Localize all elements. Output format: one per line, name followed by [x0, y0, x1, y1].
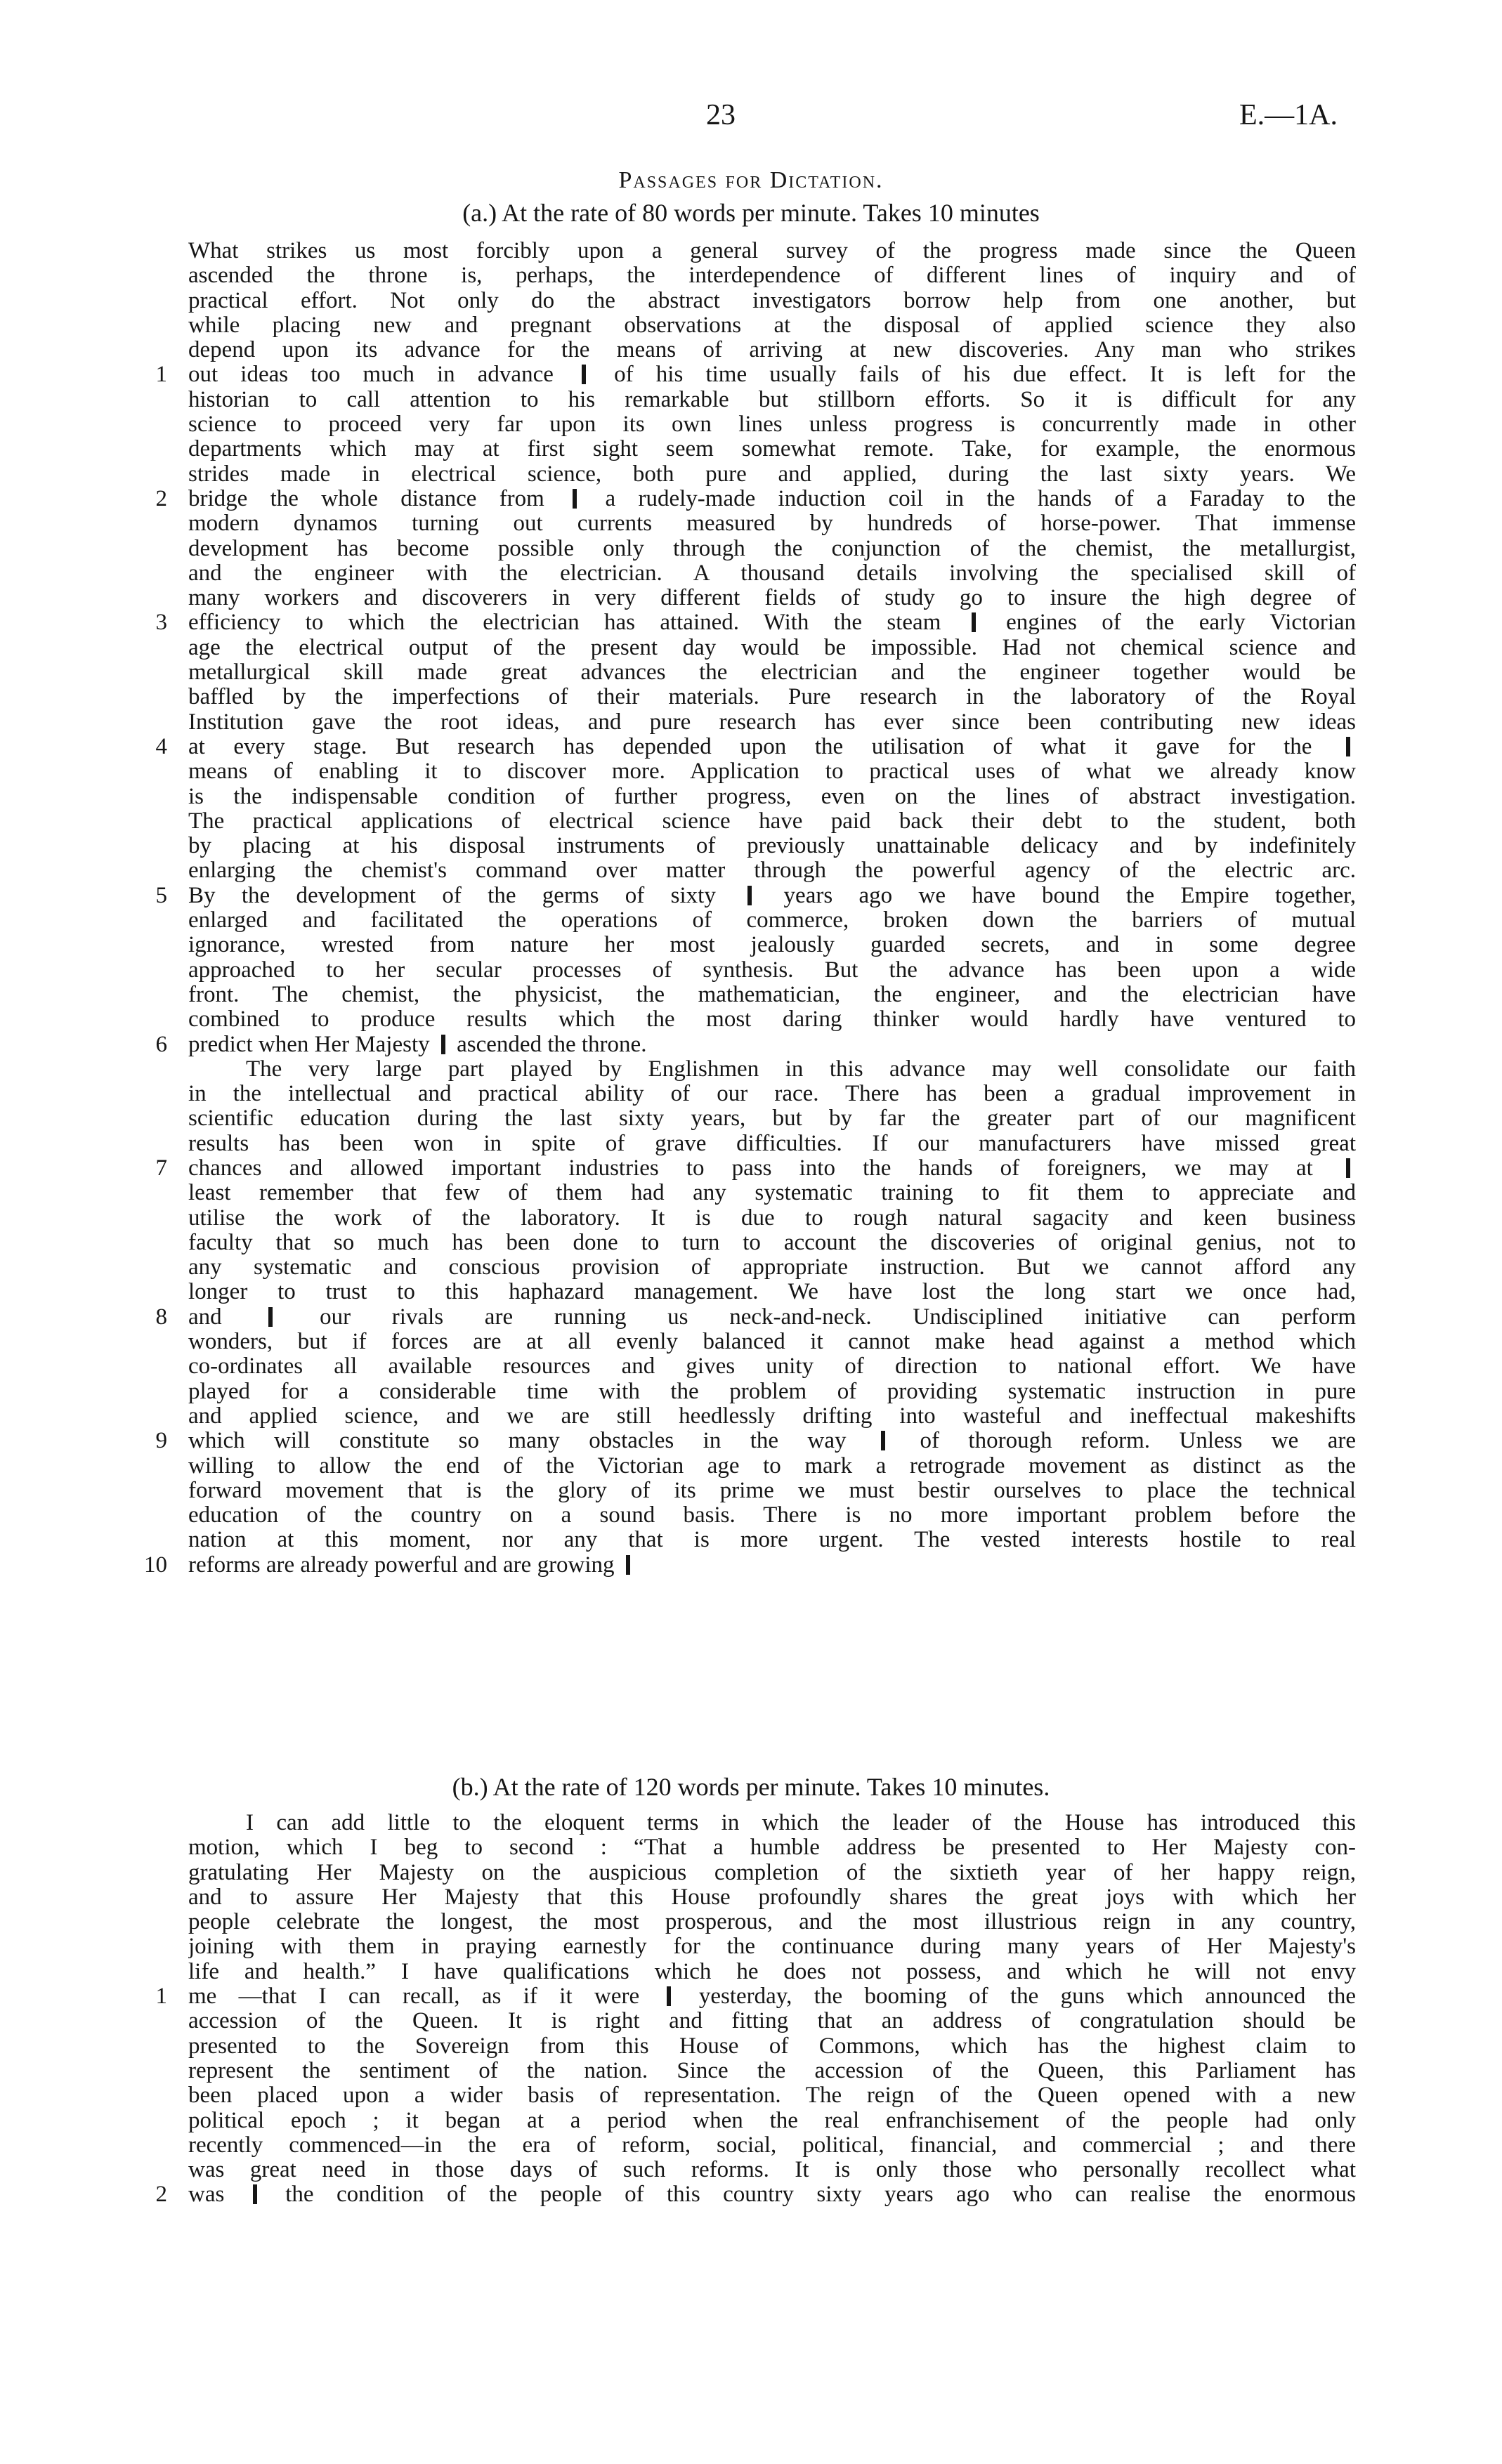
text-line — [0, 1811, 1502, 1835]
text-line — [0, 610, 1502, 635]
line-text — [188, 785, 1356, 809]
line-text-part: metallurgical skill made great advances the electrician and the engineer together would be — [188, 660, 1356, 686]
text-line — [0, 1305, 1502, 1330]
line-text-part: yesterday, the booming of the guns which announced the — [698, 1984, 1356, 2010]
text-line — [0, 636, 1502, 660]
line-text — [188, 1007, 1356, 1032]
text-line — [0, 362, 1502, 387]
text-line — [0, 685, 1502, 709]
line-marker-number: 8 — [155, 1304, 167, 1330]
line-text — [188, 412, 1356, 437]
text-line — [0, 809, 1502, 834]
line-text — [188, 1354, 1356, 1379]
line-text-part: years ago we have bound the Empire together, — [783, 883, 1356, 908]
line-marker-number: 1 — [155, 1984, 167, 2010]
text-line — [0, 239, 1502, 263]
text-line — [0, 1885, 1502, 1910]
line-text-part: strides made in electrical science, both pure and applied, during the last sixty years. We — [188, 461, 1356, 487]
line-text-part: least remember that few of them had any systematic training to fit them to appreciate and — [188, 1181, 1356, 1206]
text-line — [0, 1033, 1502, 1057]
text-line — [0, 2109, 1502, 2133]
line-text — [188, 2158, 1356, 2182]
text-line — [0, 263, 1502, 288]
passage-a — [0, 239, 1502, 1578]
line-text — [188, 338, 1356, 362]
line-text-part: combined to produce results which the most daring thinker would hardly have ventured to — [188, 1007, 1356, 1033]
text-line — [0, 2133, 1502, 2158]
line-text — [188, 1934, 1356, 1959]
text-line — [0, 1984, 1502, 2009]
text-line — [0, 1280, 1502, 1304]
line-text-part: wonders, but if forces are at all evenly balanced it cannot make head against a method which — [188, 1330, 1356, 1355]
line-text — [188, 983, 1356, 1007]
timing-bar-mark — [573, 489, 577, 509]
line-text — [188, 1984, 1356, 2009]
line-text-part: and applied science, and we are still heedlessly drifting into wasteful and ineffectual makeshifts — [188, 1403, 1356, 1429]
line-text-part: ignorance, wrested from nature her most jealously guarded secrets, and in some degree — [188, 933, 1356, 958]
line-text-part: of his time usually fails of his due effect. It is left for the — [614, 362, 1356, 388]
passage-b — [0, 1811, 1502, 2208]
text-line — [0, 660, 1502, 685]
line-text — [188, 1106, 1356, 1131]
line-text-part: me —that I can recall, as if it were — [188, 1984, 640, 2010]
line-text — [188, 362, 1356, 387]
text-line — [0, 2158, 1502, 2182]
line-text-part: joining with them in praying earnestly for the continuance during many years of Her Majesty's — [188, 1934, 1356, 1960]
line-text-part: played for a considerable time with the problem of providing systematic instruction in pure — [188, 1379, 1356, 1404]
line-text-part: and the engineer with the electrician. A thousand details involving the specialised skill of — [188, 561, 1356, 586]
line-text-part: faculty that so much has been done to turn to account the discoveries of original genius, not to — [188, 1230, 1356, 1255]
timing-bar-mark — [881, 1431, 885, 1450]
text-line — [0, 2083, 1502, 2108]
line-text-part: By the development of the germs of sixty — [188, 883, 716, 908]
text-line — [0, 834, 1502, 858]
line-text — [188, 1231, 1356, 1255]
text-line — [0, 313, 1502, 338]
line-text — [188, 1910, 1356, 1934]
line-marker-number: 2 — [155, 2182, 167, 2208]
line-text-part: gratulating Her Majesty on the auspicious completion of the sixtieth year of her happy reign, — [188, 1860, 1356, 1885]
page-number: 23 — [706, 99, 736, 131]
line-text — [188, 908, 1356, 933]
line-text — [188, 1181, 1356, 1205]
line-text-part: results has been won in spite of grave difficulties. If our manufacturers have missed great — [188, 1131, 1356, 1156]
line-text — [246, 1811, 1356, 1835]
text-line — [0, 1934, 1502, 1959]
line-text — [188, 1835, 1356, 1860]
text-line — [0, 710, 1502, 735]
line-text — [188, 1280, 1356, 1304]
line-text — [188, 884, 1356, 908]
line-text — [188, 263, 1356, 288]
line-text — [188, 1553, 1356, 1578]
line-text-part: in the intellectual and practical ability of our race. There has been a gradual improvement in — [188, 1082, 1356, 1107]
line-text — [188, 1454, 1356, 1479]
line-text — [188, 1380, 1356, 1404]
line-text — [188, 1255, 1356, 1280]
line-text — [188, 1960, 1356, 1984]
line-text-part: Institution gave the root ideas, and pure research has ever since been contributing new ideas — [188, 709, 1356, 735]
text-line — [0, 1380, 1502, 1404]
section-title: Passages for Dictation. — [618, 167, 884, 193]
text-line — [0, 511, 1502, 536]
line-marker-number: 9 — [155, 1428, 167, 1454]
text-line — [0, 1835, 1502, 1860]
line-text-part: modern dynamos turning out currents measured by hundreds of horse-power. That immense — [188, 511, 1356, 537]
line-text — [188, 610, 1356, 635]
line-text — [188, 834, 1356, 858]
line-text — [188, 388, 1356, 412]
line-text — [188, 1082, 1356, 1106]
line-text — [188, 660, 1356, 685]
line-text — [188, 313, 1356, 338]
line-text-part: depend upon its advance for the means of arriving at new discoveries. Any man who strikes — [188, 338, 1356, 363]
text-line — [0, 462, 1502, 487]
line-text — [188, 1479, 1356, 1503]
text-line — [0, 933, 1502, 957]
line-marker-number: 1 — [155, 362, 167, 388]
text-line — [0, 289, 1502, 313]
line-marker-number: 3 — [155, 610, 167, 636]
line-text-part: motion, which I beg to second : “That a humble address be presented to Her Majesty con- — [188, 1835, 1356, 1861]
line-text — [188, 809, 1356, 834]
line-text-part: political epoch ; it began at a period when the real enfranchisement of the people had only — [188, 2108, 1356, 2133]
line-text-part: willing to allow the end of the Victorian age to mark a retrograde movement as distinct as the — [188, 1453, 1356, 1479]
text-line — [0, 1479, 1502, 1503]
line-text — [188, 1132, 1356, 1156]
text-line — [0, 437, 1502, 461]
line-text-part: efficiency to which the electrician has attained. With the steam — [188, 610, 941, 636]
line-text-part: which will constitute so many obstacles in the way — [188, 1429, 847, 1454]
line-text — [188, 958, 1356, 983]
line-text — [188, 685, 1356, 709]
line-text-part: the condition of the people of this country sixty years ago who can realise the enormous — [285, 2182, 1356, 2208]
line-text-part: was great need in those days of such reforms. It is only those who personally recollect what — [188, 2158, 1356, 2183]
text-line — [0, 1007, 1502, 1032]
line-text — [188, 1503, 1356, 1528]
line-text-part: bridge the whole distance from — [188, 486, 544, 511]
text-line — [0, 1231, 1502, 1255]
line-text-part: people celebrate the longest, the most prosperous, and the most illustrious reign in any country, — [188, 1910, 1356, 1935]
line-text-part: many workers and discoverers in very different fields of study go to insure the high degree of — [188, 586, 1356, 611]
line-marker-number: 10 — [144, 1552, 167, 1578]
text-line — [0, 735, 1502, 759]
line-text — [188, 1528, 1356, 1552]
text-line — [0, 1206, 1502, 1231]
text-line — [0, 983, 1502, 1007]
line-text — [188, 2034, 1356, 2059]
text-line — [0, 1082, 1502, 1106]
line-text — [188, 735, 1356, 759]
text-line — [0, 1057, 1502, 1082]
passage-a-heading: (a.) At the rate of 80 words per minute. Takes 10 minutes — [462, 199, 1040, 227]
line-text-part: recently commenced—in the era of reform, social, political, financial, and commercial ; and there — [188, 2132, 1356, 2158]
line-text-part: approached to her secular processes of synthesis. But the advance has been upon a wide — [188, 957, 1356, 983]
timing-bar-mark — [1346, 1158, 1350, 1178]
line-text-part: reforms are already powerful and are growing — [188, 1552, 615, 1578]
line-text-part: life and health.” I have qualifications which he does not possess, and which he will not envy — [188, 1959, 1356, 1984]
text-line — [0, 1354, 1502, 1379]
line-text — [188, 858, 1356, 883]
line-marker-number: 6 — [155, 1031, 167, 1057]
timing-bar-mark — [667, 1986, 671, 2006]
text-line — [0, 884, 1502, 908]
line-marker-number: 4 — [155, 733, 167, 759]
line-text-part: science to proceed very far upon its own lines unless progress is concurrently made in other — [188, 412, 1356, 438]
line-text-part: I can add little to the eloquent terms in which the leader of the House has introduced this — [246, 1811, 1356, 1835]
line-text — [188, 437, 1356, 461]
line-text-part: accession of the Queen. It is right and fitting that an address of congratulation should be — [188, 2009, 1356, 2034]
line-text-part: our rivals are running us neck-and-neck. Undisciplined initiative can perform — [320, 1304, 1356, 1330]
line-text — [188, 2109, 1356, 2133]
line-text — [188, 462, 1356, 487]
line-marker-number: 7 — [155, 1155, 167, 1181]
text-line — [0, 487, 1502, 511]
line-text — [188, 1206, 1356, 1231]
line-text-part: The very large part played by Englishmen in this advance may well consolidate our faith — [246, 1056, 1356, 1082]
line-text-part: been placed upon a wider basis of representation. The reign of the Queen opened with a new — [188, 2083, 1356, 2109]
text-line — [0, 1528, 1502, 1552]
timing-bar-mark — [1346, 737, 1350, 756]
line-text — [188, 1330, 1356, 1354]
timing-bar-mark — [972, 612, 976, 632]
text-line — [0, 2009, 1502, 2033]
line-text-part: nation at this moment, nor any that is more urgent. The vested interests hostile to real — [188, 1528, 1356, 1553]
timing-bar-mark — [253, 2184, 257, 2204]
line-text — [188, 933, 1356, 957]
timing-bar-mark — [582, 365, 586, 384]
line-marker-number: 2 — [155, 485, 167, 511]
line-text — [188, 289, 1356, 313]
line-text-part: development has become possible only through the conjunction of the chemist, the metallurgist, — [188, 536, 1356, 561]
line-text-part: enlarging the chemist's command over matter through the powerful agency of the electric arc. — [188, 858, 1356, 884]
line-text — [188, 487, 1356, 511]
line-text-part: departments which may at first sight seem somewhat remote. Take, for example, the enormous — [188, 437, 1356, 462]
passage-b-heading: (b.) At the rate of 120 words per minute. Takes 10 minutes. — [452, 1773, 1050, 1801]
line-text — [188, 2083, 1356, 2108]
line-text-part: presented to the Sovereign from this House of Commons, which has the highest claim to — [188, 2033, 1356, 2059]
line-text-part: predict when Her Majesty — [188, 1032, 430, 1057]
line-text-part: and — [188, 1304, 222, 1330]
line-text — [188, 1885, 1356, 1910]
line-text-part: enlarged and facilitated the operations of commerce, broken down the barriers of mutual — [188, 908, 1356, 933]
line-text-part: while placing new and pregnant observations at the disposal of applied science they also — [188, 313, 1356, 338]
line-text-part: chances and allowed important industries to pass into the hands of foreigners, we may at — [188, 1155, 1313, 1181]
line-text-part: any systematic and conscious provision of appropriate instruction. But we cannot afford any — [188, 1255, 1356, 1280]
line-text-part: and to assure Her Majesty that this House profoundly shares the great joys with which her — [188, 1885, 1356, 1910]
timing-bar-mark — [626, 1555, 630, 1575]
line-text — [188, 511, 1356, 536]
line-text-part: out ideas too much in advance — [188, 362, 554, 388]
text-line — [0, 1132, 1502, 1156]
line-text-part: front. The chemist, the physicist, the mathematician, the engineer, and the electrician have — [188, 982, 1356, 1007]
text-line — [0, 2034, 1502, 2059]
line-text-part: engines of the early Victorian — [1006, 610, 1356, 636]
text-line — [0, 908, 1502, 933]
line-text-part: ascended the throne is, perhaps, the interdependence of different lines of inquiry and of — [188, 263, 1356, 289]
line-text — [188, 2182, 1356, 2207]
text-line — [0, 537, 1502, 561]
text-line — [0, 1106, 1502, 1131]
text-line — [0, 1181, 1502, 1205]
text-line — [0, 1330, 1502, 1354]
line-text-part: The practical applications of electrical science have paid back their debt to the student, both — [188, 808, 1356, 834]
page-header — [0, 98, 1502, 132]
line-text-part: ascended the throne. — [457, 1032, 647, 1057]
line-text-part: of thorough reform. Unless we are — [920, 1429, 1356, 1454]
line-text-part: historian to call attention to his remarkable but stillborn efforts. So it is difficult for any — [188, 387, 1356, 412]
text-line — [0, 785, 1502, 809]
line-text-part: forward movement that is the glory of its prime we must bestir ourselves to place the technical — [188, 1478, 1356, 1503]
line-text-part: by placing at his disposal instruments of previously unattainable delicacy and by indefinitely — [188, 834, 1356, 859]
text-line — [0, 2059, 1502, 2083]
text-line — [0, 1960, 1502, 1984]
text-line — [0, 1454, 1502, 1479]
text-line — [0, 958, 1502, 983]
line-text-part: means of enabling it to discover more. Application to practical uses of what we already know — [188, 759, 1356, 785]
text-line — [0, 2182, 1502, 2207]
line-text — [188, 1861, 1356, 1885]
line-text-part: a rudely-made induction coil in the hands of a Faraday to the — [605, 486, 1356, 511]
line-text — [188, 1404, 1356, 1429]
line-marker-number: 5 — [155, 882, 167, 908]
text-line — [0, 1910, 1502, 1934]
line-text — [188, 1156, 1356, 1181]
timing-bar-mark — [747, 886, 752, 905]
document-code: E.—1A. — [1239, 99, 1338, 131]
line-text — [188, 561, 1356, 586]
line-text — [188, 2133, 1356, 2158]
line-text-part: What strikes us most forcibly upon a general survey of the progress made since the Queen — [188, 239, 1356, 263]
text-line — [0, 1156, 1502, 1181]
line-text — [188, 1033, 1356, 1057]
line-text-part: utilise the work of the laboratory. It is due to rough natural sagacity and keen business — [188, 1205, 1356, 1231]
text-line — [0, 338, 1502, 362]
text-line — [0, 586, 1502, 610]
text-line — [0, 1553, 1502, 1578]
text-line — [0, 858, 1502, 883]
line-text-part: baffled by the imperfections of their materials. Pure research in the laboratory of the Royal — [188, 685, 1356, 710]
text-line — [0, 1429, 1502, 1453]
text-line — [0, 1861, 1502, 1885]
timing-bar-mark — [268, 1307, 273, 1327]
line-text — [188, 239, 1356, 263]
text-line — [0, 1255, 1502, 1280]
line-text-part: was — [188, 2182, 225, 2208]
timing-bar-mark — [441, 1035, 445, 1054]
line-text-part: scientific education during the last sixty years, but by far the greater part of our magnificent — [188, 1106, 1356, 1132]
text-line — [0, 412, 1502, 437]
line-text — [188, 2009, 1356, 2033]
line-text — [188, 2059, 1356, 2083]
text-line — [0, 388, 1502, 412]
line-text — [188, 636, 1356, 660]
line-text-part: practical effort. Not only do the abstract investigators borrow help from one another, but — [188, 288, 1356, 313]
line-text-part: at every stage. But research has depended upon the utilisation of what it gave for the — [188, 734, 1312, 759]
line-text-part: co-ordinates all available resources and gives unity of direction to national effort. We have — [188, 1354, 1356, 1380]
line-text — [246, 1057, 1356, 1082]
line-text — [188, 759, 1356, 784]
line-text — [188, 586, 1356, 610]
line-text-part: longer to trust to this haphazard management. We have lost the long start we once had, — [188, 1280, 1356, 1305]
text-line — [0, 561, 1502, 586]
line-text — [188, 537, 1356, 561]
line-text-part: represent the sentiment of the nation. Since the accession of the Queen, this Parliament has — [188, 2058, 1356, 2083]
text-line — [0, 1503, 1502, 1528]
line-text-part: education of the country on a sound basis. There is no more important problem before the — [188, 1503, 1356, 1528]
line-text — [188, 1429, 1356, 1453]
line-text — [188, 1305, 1356, 1330]
line-text-part: age the electrical output of the present day would be impossible. Had not chemical science and — [188, 635, 1356, 660]
line-text-part: is the indispensable condition of further progress, even on the lines of abstract investigation. — [188, 784, 1356, 809]
line-text — [188, 710, 1356, 735]
text-line — [0, 1404, 1502, 1429]
text-line — [0, 759, 1502, 784]
